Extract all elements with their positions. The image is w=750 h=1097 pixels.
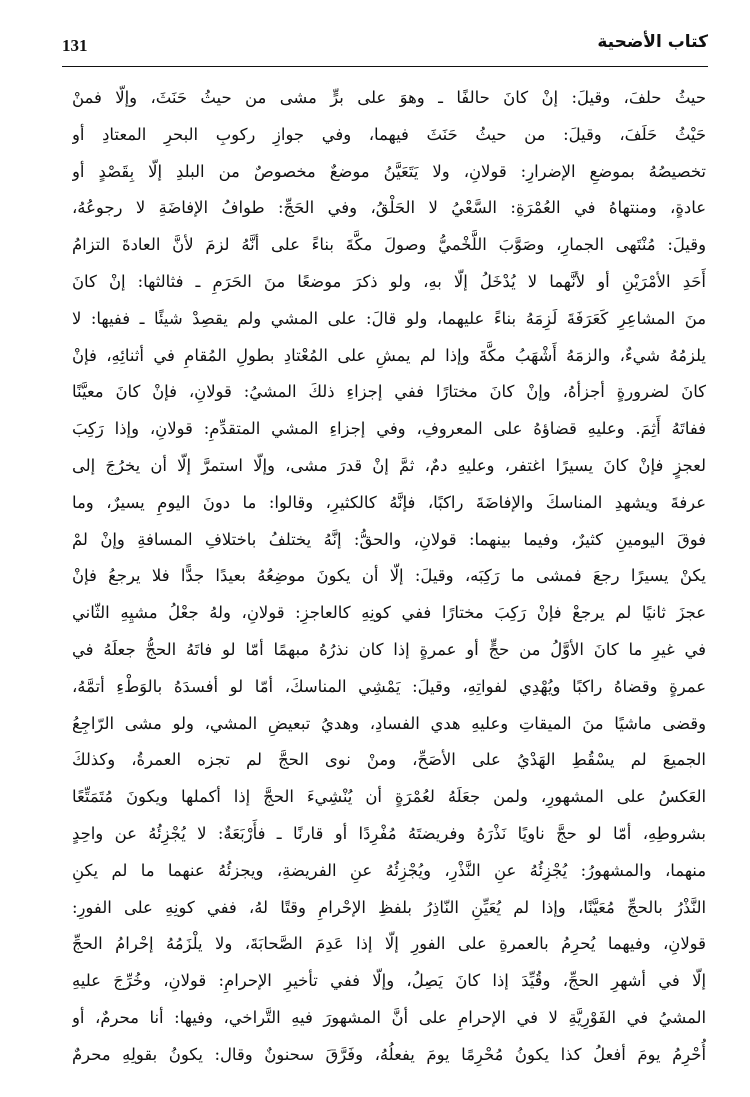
text-line: العَكسُ على المشهورِ، ولمن جعَلَهُ لعُمْرَةٍ أن يُنْشِيءَ الحجَّ إذا أكملها ويكونَ مُتَمَتِّعًا [72,787,706,807]
text-line: منَ المشاعِرِ كَعَرَفَةَ لَزِمَهُ بناءً عليهما، ولو قالَ: على المشي ولم يقصِدْ شيئًا ـ ففيها: لا [72,308,706,328]
text-line: المشيُ في الفَوْرِيَّةِ لا في الإحرامِ على أنَّ المشهورَ فيهِ التَّراخي، وفيها: أنا محرمٌ، أو [72,1007,706,1027]
header-rule [62,66,708,67]
page-number: 131 [62,36,88,55]
text-line: قولانِ، وفيهما يُحرِمُ بالعمرةِ على الفورِ إلّا إذا عَدِمَ الصَّحابَةَ، ولا يلْزَمُهُ إحْرامُ الحجِّ [72,934,706,954]
text-line: أَحَدِ الأمْرَيْنِ أو لأنَّهما لا يُدْخَلُ إلّا بهِ، ولو ذكرَ موضعًا منَ الحَرَمِ ـ فثالثها: إنْ كانَ [72,271,706,291]
text-line: عجزَ ثانيًا لم يرجعْ فإنْ رَكِبَ مختارًا ففي كونِهِ كالعاجزِ: قولانِ، ولهُ جعْلُ مشيِهِ الثّاني [72,603,706,623]
text-line: عمرةٍ وقضاهُ راكبًا ويُهْدِي لفواتِهِ، وقيلَ: يَمْشِي المناسكَ، أمّا لو أفسدَهُ بالوَطْءِ أتمَّهُ، [72,676,706,696]
text-line: فوقَ اليومينِ كثيرٌ، وفيما بينهما: قولانِ، والحقُّ: إنَّهُ يختلفُ باختلافِ المسافةِ وإنْ لمْ [72,529,706,549]
text-line: تخصيصُهُ بموضعِ الإضرارِ: قولانِ، ولا يَتَعَيَّنُ موضعٌ مخصوصٌ من البلدِ إلّا بِقَصْدٍ أو [72,161,706,181]
text-line: عرفةَ ويشهدِ المناسكَ والإفاضَةَ راكبًا، فإنَّهُ كالكثيرِ، وقالوا: ما دونَ اليومِ يسيرٌ، وما [72,492,706,512]
text-line: في غيرِ ما كانَ الأوَّلُ من حجٍّ أو عمرةٍ إذا كان نذرُهُ مبهمًا أمّا لو فاتَهُ الحجُّ جعلَهُ في [72,639,706,659]
text-line: حَيْثُ حَلَفَ، وقيلَ: من حيثُ حَنَثَ فيهما، وفي جوازِ ركوبِ البحرِ المعتادِ أو [72,124,706,144]
text-line: عادةٍ، ومنتهاهُ في العُمْرَةِ: السَّعْيُ لا الحَلْقُ، وفي الحَجِّ: طوافُ الإفاضَةِ لا رجوعُهُ، [72,198,706,218]
text-line: بشروطِهِ، أمّا لو حجَّ ناويًا نَذْرَهُ وفريضتَهُ مُفْرِدًا أو قارنًا ـ فأَرْبَعَةٌ: لا يُجْزِئُهُ عن واحِدٍ [72,823,706,843]
text-line: كانَ لضرورةٍ أجزأهُ، وإنْ كانَ مختارًا ففي إجزاءِ ذلكَ المشيُ: قولانِ، فإنْ كانَ معيَّنًا [72,382,706,402]
text-line: إلّا في أشهرِ الحجِّ، وقُيِّدَ إذا كانَ يَصِلُ، وإلّا ففي تأخيرِ الإحرامِ: قولانِ، وخُرِّجَ عليهِ [72,971,706,991]
running-title: كتاب الأضحية [597,32,708,52]
text-line: أُحْرِمُ يومَ أفعلُ كذا يكونُ مُحْرِمًا يومَ يفعلُهُ، وفَرَّقَ سحنونٌ وقال: يكونُ بقولِهِ محرمٌ [72,1044,706,1064]
text-line: وقيلَ: مُنْتَهى الجمارِ، وصَوَّبَ اللَّخْميُّ وصولَ مكَّةَ بناءً على أنَّهُ لزمَ لأنَّ العادةَ التزامُ [72,235,706,255]
text-line: يكنْ يسيرًا رجعَ فمشى ما رَكِبَه، وقيلَ: إلّا أن يكونَ موضِعُهُ بعيدًا جدًّا فلا يرجعُ فإنْ [72,566,706,586]
text-line: لعجزٍ فإنْ كانَ يسيرًا اغتفر، وعليهِ دمٌ، ثمَّ إنْ قدرَ مشى، وإلّا استمرَّ إلّا أن يخرُجَ إلى [72,455,706,475]
text-line: ففاتَهُ أَثِمَ. وعليهِ قضاؤهُ على المعروفِ، وفي إجزاءِ المشي المتقدِّمِ: قولانِ، وإذا رَكِبَ [72,419,706,439]
text-line: منهما، والمشهورُ: يُجْزِئُهُ عنِ النَّذْرِ، ويُجْزِئُهُ عنِ الفريضةِ، ويجزئُهُ عنهما ما لم يكنِ [72,860,706,880]
body-text [72,80,706,1074]
text-line: يلزمُهُ شيءٌ، والزمَهُ أَشْهَبُ مكَّةَ وإذا لم يمشِ على المُعْتادِ بطولِ المُقامِ في أثنائِهِ، فإنْ [72,345,706,365]
text-line: الجميعَ لم يسْقُطِ الهَدْيُ على الأصَحِّ، ومنْ نوى الحجَّ لم تجزه العمرةُ، وكذلكَ [72,750,706,770]
text-line: وقضى ماشيًا منَ الميقاتِ وعليهِ هدي الفسادِ، وهديُ تبعيضِ المشي، ولو مشى الرّاجِعُ [72,713,706,733]
text-line: النَّذْرُ بالحجِّ مُعَيَّنًا، وإذا لم يُعَيِّنِ النّاذِرُ بلفظِ الإحْرامِ وقتًا لهُ، ففي كونِهِ على الفورِ: [72,897,706,917]
page-header [62,30,708,64]
text-line: حيثُ حلفَ، وقيلَ: إنْ كانَ حالفًا ـ وهوَ على برٍّ مشى من حيثُ حَنَثَ، وإلّا فمنْ [72,88,706,107]
